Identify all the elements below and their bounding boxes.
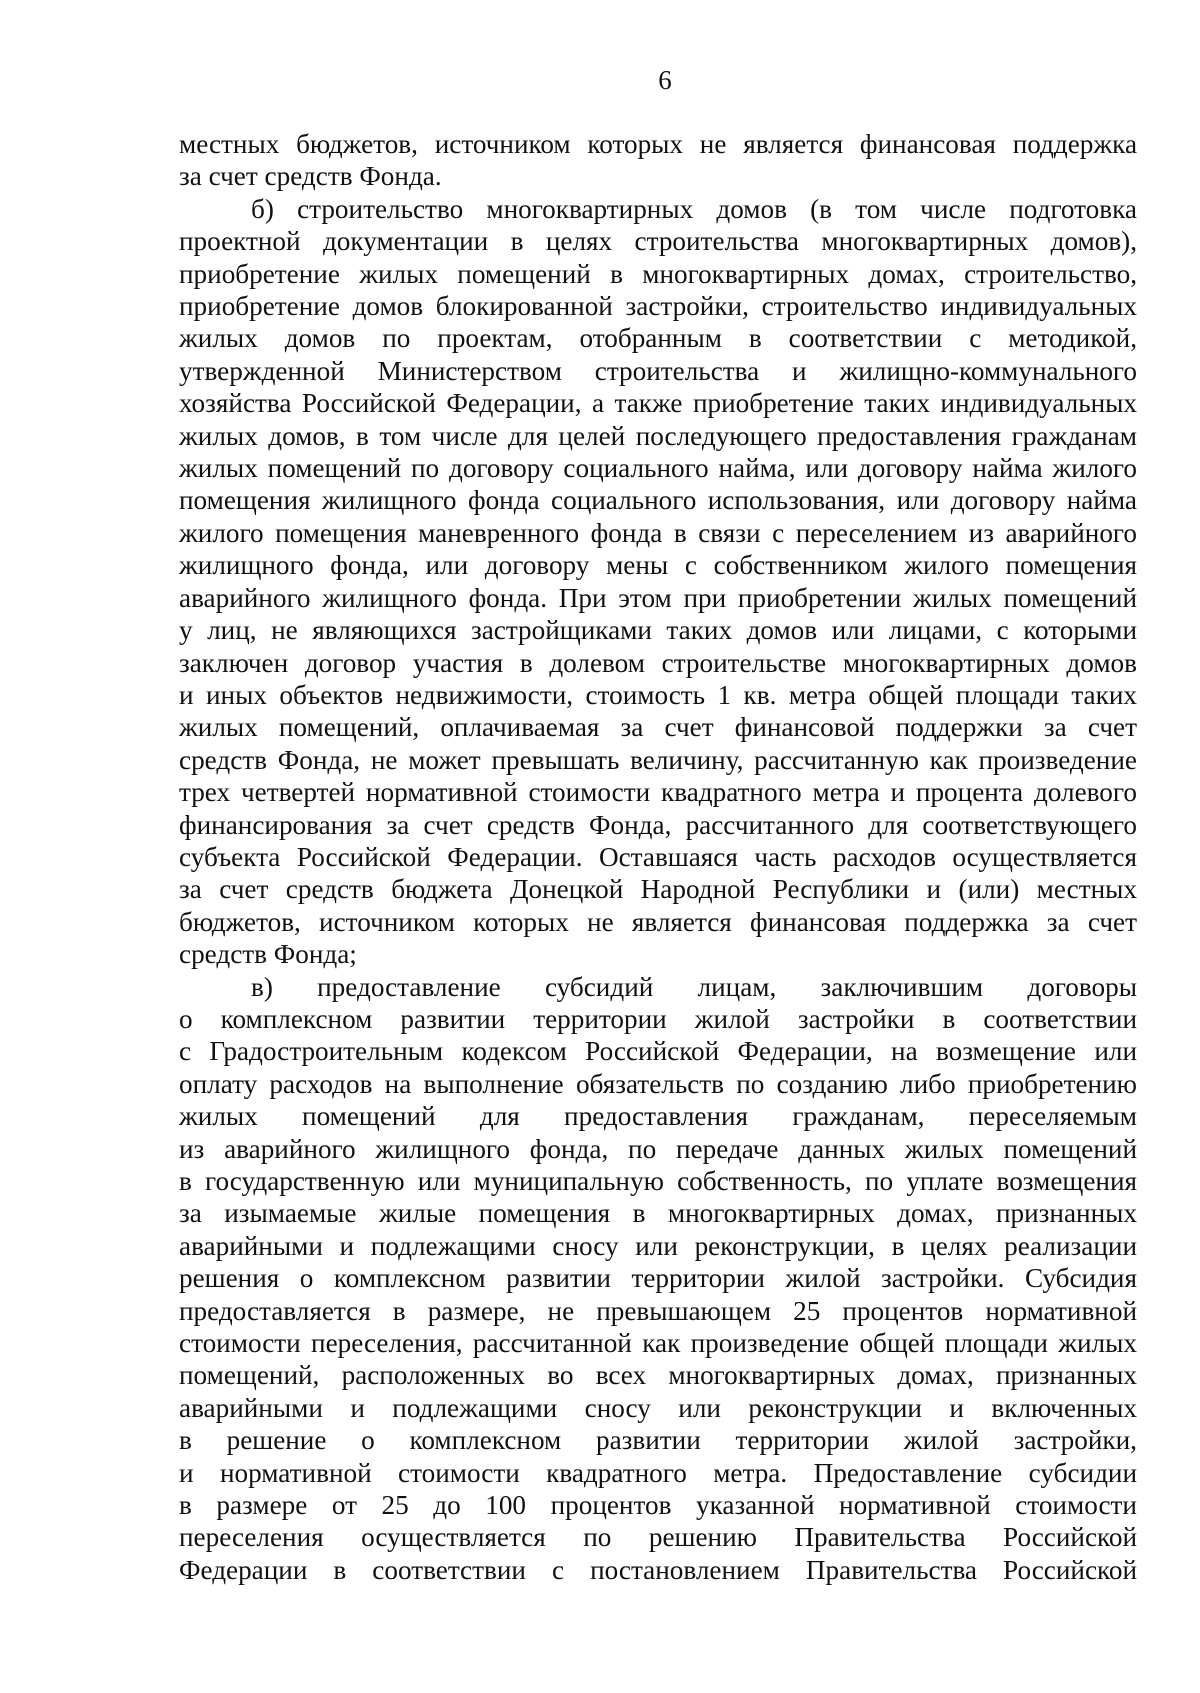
text-line: аварийного жилищного фонда. При этом при приобретении жилых помещений: [179, 582, 1138, 613]
text-line: средств Фонда;: [179, 939, 357, 970]
text-line: в государственную или муниципальную собственность, по уплате возмещения: [179, 1166, 1138, 1196]
text-line: у лиц, не являющихся застройщиками таких домов или лицами, с которыми: [179, 615, 1137, 646]
text-line: средств Фонда, не может превышать величину, рассчитанную как произведение: [179, 744, 1137, 775]
page-number: 6: [658, 65, 672, 95]
text-line: приобретение жилых помещений в многоквартирных домах, строительство,: [179, 258, 1138, 289]
text-line: оплату расходов на выполнение обязательств по созданию либо приобретению: [179, 1068, 1137, 1099]
text-line: решения о комплексном развитии территории жилой застройки. Субсидия: [179, 1263, 1137, 1294]
text-line: и нормативной стоимости квадратного метра. Предоставление субсидии: [179, 1457, 1137, 1488]
text-line: бюджетов, источником которых не является финансовая поддержка за счет: [179, 906, 1137, 937]
text-line: о комплексном развитии территории жилой застройки в соответствии: [179, 1003, 1137, 1034]
text-line: предоставляется в размере, не превышающем 25 процентов нормативной: [179, 1295, 1137, 1326]
text-line: утвержденной Министерством строительства и жилищно-коммунального: [179, 355, 1137, 386]
text-line: стоимости переселения, рассчитанной как произведение общей площади жилых: [179, 1328, 1137, 1359]
text-line: местных бюджетов, источником которых не является финансовая поддержка: [179, 129, 1138, 159]
text-line: жилых помещений по договору социального найма, или договору найма жилого: [179, 453, 1137, 484]
text-line: и иных объектов недвижимости, стоимость 1 кв. метра общей площади таких: [179, 679, 1137, 710]
text-line: б) строительство многоквартирных домов (в том числе подготовка: [251, 193, 1137, 224]
text-line: жилых помещений, оплачиваемая за счет финансовой поддержки за счет: [179, 712, 1137, 743]
text-line: жилищного фонда, или договору мены с собственником жилого помещения: [179, 550, 1138, 581]
text-line: в решение о комплексном развитии территории жилой застройки,: [179, 1425, 1137, 1456]
text-line: аварийными и подлежащими сносу или реконструкции, в целях реализации: [179, 1230, 1137, 1261]
text-line: переселения осуществляется по решению Правительства Российской: [179, 1522, 1137, 1553]
text-line: приобретение домов блокированной застройки, строительство индивидуальных: [179, 291, 1137, 322]
text-line: жилых помещений для предоставления гражданам, переселяемым: [179, 1101, 1137, 1132]
text-line: жилых домов по проектам, отобранным в соответствии с методикой,: [179, 323, 1137, 354]
text-line: за счет средств бюджета Донецкой Народной Республики и (или) местных: [179, 874, 1137, 905]
text-line: за счет средств Фонда.: [179, 161, 442, 192]
text-line: хозяйства Российской Федерации, а также приобретение таких индивидуальных: [179, 388, 1138, 419]
text-line: проектной документации в целях строительства многоквартирных домов),: [179, 226, 1138, 257]
text-line: помещений, расположенных во всех многоквартирных домах, признанных: [179, 1360, 1138, 1391]
text-line: жилого помещения маневренного фонда в связи с переселением из аварийного: [179, 517, 1137, 548]
text-line: аварийными и подлежащими сносу или реконструкции и включенных: [179, 1392, 1137, 1423]
text-line: в) предоставление субсидий лицам, заключившим договоры: [251, 971, 1137, 1002]
text-line: субъекта Российской Федерации. Оставшаяся часть расходов осуществляется: [179, 841, 1137, 872]
text-line: финансирования за счет средств Фонда, рассчитанного для соответствующего: [179, 809, 1137, 840]
text-line: заключен договор участия в долевом строительстве многоквартирных домов: [179, 647, 1137, 678]
text-line: из аварийного жилищного фонда, по передаче данных жилых помещений: [179, 1133, 1138, 1164]
text-line: Федерации в соответствии с постановлением Правительства Российской: [179, 1554, 1138, 1585]
document-body: [179, 128, 1137, 1586]
text-line: с Градостроительным кодексом Российской Федерации, на возмещение или: [179, 1036, 1137, 1067]
text-line: трех четвертей нормативной стоимости квадратного метра и процента долевого: [179, 777, 1137, 808]
text-line: за изымаемые жилые помещения в многоквартирных домах, признанных: [179, 1198, 1137, 1229]
text-line: жилых домов, в том числе для целей последующего предоставления гражданам: [179, 420, 1137, 451]
text-line: в размере от 25 до 100 процентов указанной нормативной стоимости: [179, 1490, 1137, 1521]
text-line: помещения жилищного фонда социального использования, или договору найма: [179, 485, 1137, 516]
